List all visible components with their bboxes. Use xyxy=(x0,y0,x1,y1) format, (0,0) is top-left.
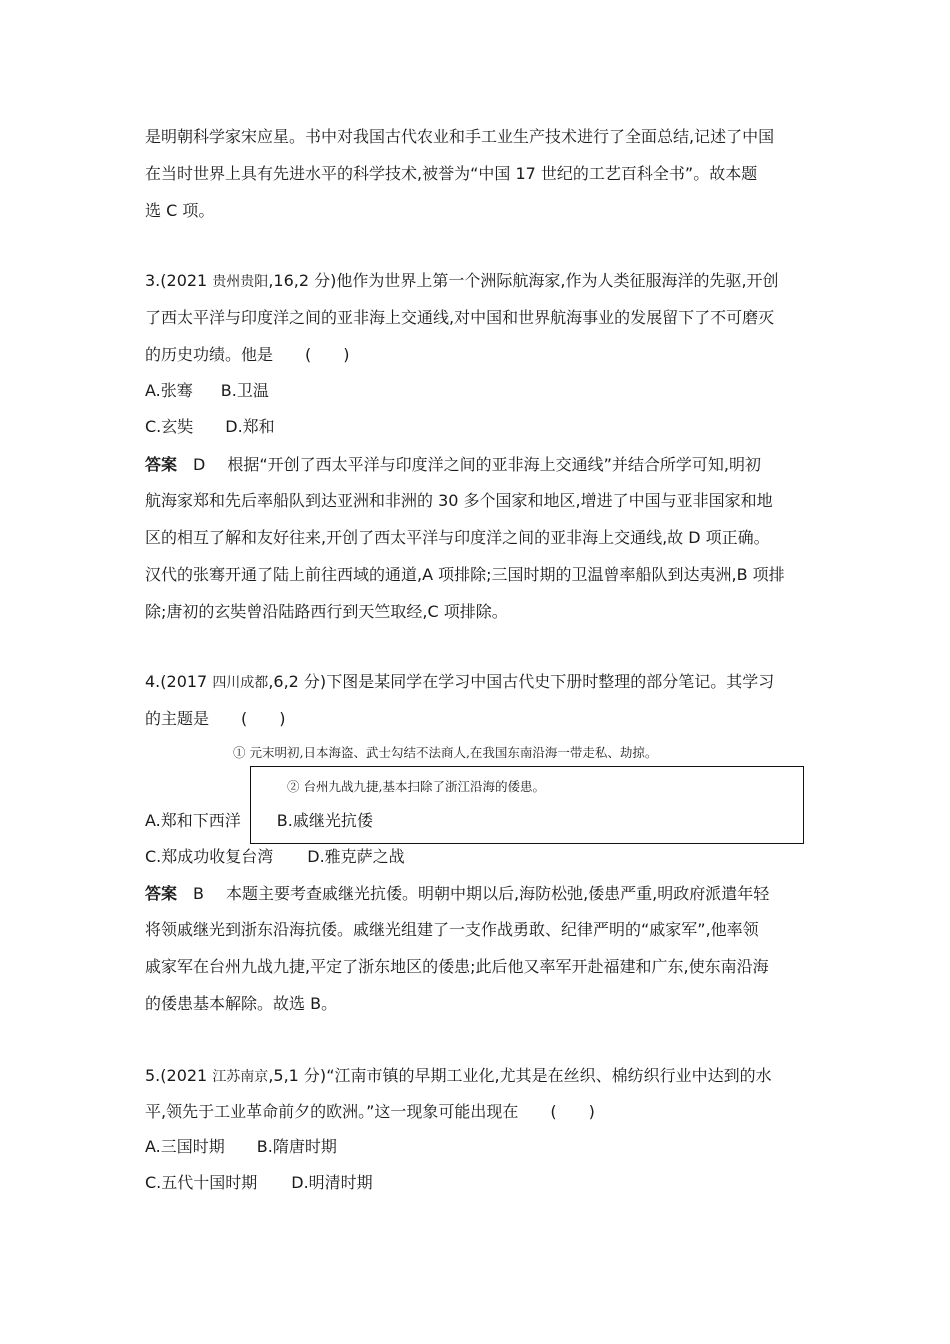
question-source: (2021 xyxy=(160,1066,213,1085)
option-b: B.卫温 xyxy=(220,381,269,400)
question-text: 他作为世界上第一个洲际航海家,作为人类征服海洋的先驱,开创 xyxy=(336,271,779,290)
option-d: D.明清时期 xyxy=(291,1173,373,1192)
question-number: 5. xyxy=(145,1066,161,1085)
answer-line: 除;唐初的玄奘曾沿陆路西行到天竺取经,C 项排除。 xyxy=(145,602,508,621)
question-5-options-row-1 xyxy=(145,1137,337,1157)
answer-line: 的倭患基本解除。故选 B。 xyxy=(145,994,338,1013)
option-c: C.玄奘 xyxy=(145,417,194,436)
question-number: 4. xyxy=(145,672,161,691)
question-number: 3. xyxy=(145,271,161,290)
intro-line: 在当时世界上具有先进水平的科学技术,被誉为“中国 17 世纪的工艺百科全书”。故本题 xyxy=(145,164,758,183)
question-3-stem xyxy=(145,271,779,292)
question-text: 下图是某同学在学习中国古代史下册时整理的部分笔记。其学习 xyxy=(326,672,775,691)
question-5-stem xyxy=(145,1066,772,1087)
question-source: ,5,1 分) xyxy=(268,1066,327,1085)
question-3-options-row-2 xyxy=(145,417,275,437)
option-d: D.雅克萨之战 xyxy=(307,847,405,866)
question-3-stem-line: 了西太平洋与印度洋之间的亚非海上交通线,对中国和世界航海事业的发展留下了不可磨灭 xyxy=(145,308,775,327)
intro-line: 选 C 项。 xyxy=(145,201,215,220)
question-source: ,16,2 分) xyxy=(268,271,337,290)
note-1: ① 元末明初,日本海盗、武士勾结不法商人,在我国东南沿海一带走私、劫掠。 xyxy=(233,745,658,760)
note-box xyxy=(250,766,804,844)
option-a: A.张骞 xyxy=(145,381,193,400)
option-d: D.郑和 xyxy=(225,417,275,436)
answer-line: 戚家军在台州九战九捷,平定了浙东地区的倭患;此后他又率军开赴福建和广东,使东南沿海 xyxy=(145,957,769,976)
question-source-location: 四川成都 xyxy=(212,675,269,691)
question-source-location: 江苏南京 xyxy=(212,1069,269,1085)
question-4-options-row-1 xyxy=(145,811,373,831)
option-a: A.郑和下西洋 xyxy=(145,811,241,830)
question-4-stem xyxy=(145,672,774,693)
question-3-options-row-1 xyxy=(145,381,269,401)
option-b: B.隋唐时期 xyxy=(256,1137,337,1156)
answer-line: 区的相互了解和友好往来,开创了西太平洋与印度洋之间的亚非海上交通线,故 D 项正确。 xyxy=(145,528,770,547)
option-b: B.戚继光抗倭 xyxy=(276,811,373,830)
question-text: “江南市镇的早期工业化,尤其是在丝织、棉纺织行业中达到的水 xyxy=(326,1066,772,1085)
note-2: ② 台州九战九捷,基本扫除了浙江沿海的倭患。 xyxy=(287,779,545,794)
question-source: ,6,2 分) xyxy=(268,672,327,691)
question-4-options-row-2 xyxy=(145,847,405,867)
question-5-options-row-2 xyxy=(145,1173,373,1193)
answer-label: 答案 xyxy=(145,884,178,903)
question-3-answer xyxy=(145,455,761,475)
answer-line: 航海家郑和先后率船队到达亚洲和非洲的 30 多个国家和地区,增进了中国与亚非国家和地 xyxy=(145,491,773,510)
option-a: A.三国时期 xyxy=(145,1137,225,1156)
question-source: (2017 xyxy=(160,672,213,691)
question-source: (2021 xyxy=(160,271,213,290)
question-source-location: 贵州贵阳 xyxy=(212,274,269,290)
question-4-answer xyxy=(145,884,769,904)
answer-text: 根据“开创了西太平洋与印度洋之间的亚非海上交通线”并结合所学可知,明初 xyxy=(227,455,762,474)
answer-label: 答案 xyxy=(145,455,178,474)
answer-line: 将领戚继光到浙东沿海抗倭。戚继光组建了一支作战勇敢、纪律严明的“戚家军”,他率领 xyxy=(145,920,759,939)
answer-letter: B xyxy=(193,884,204,903)
answer-letter: D xyxy=(193,455,206,474)
answer-line: 汉代的张骞开通了陆上前往西域的通道,A 项排除;三国时期的卫温曾率船队到达夷洲,B 项排 xyxy=(145,565,785,584)
question-3-stem-line: 的历史功绩。他是 ( ) xyxy=(145,345,350,364)
option-c: C.五代十国时期 xyxy=(145,1173,258,1192)
option-c: C.郑成功收复台湾 xyxy=(145,847,274,866)
answer-text: 本题主要考查戚继光抗倭。明朝中期以后,海防松弛,倭患严重,明政府派遣年轻 xyxy=(226,884,770,903)
question-4-stem-line: 的主题是 ( ) xyxy=(145,709,286,728)
intro-line: 是明朝科学家宋应星。书中对我国古代农业和手工业生产技术进行了全面总结,记述了中国 xyxy=(145,127,775,146)
question-5-stem-line: 平,领先于工业革命前夕的欧洲。”这一现象可能出现在 ( ) xyxy=(145,1102,595,1121)
